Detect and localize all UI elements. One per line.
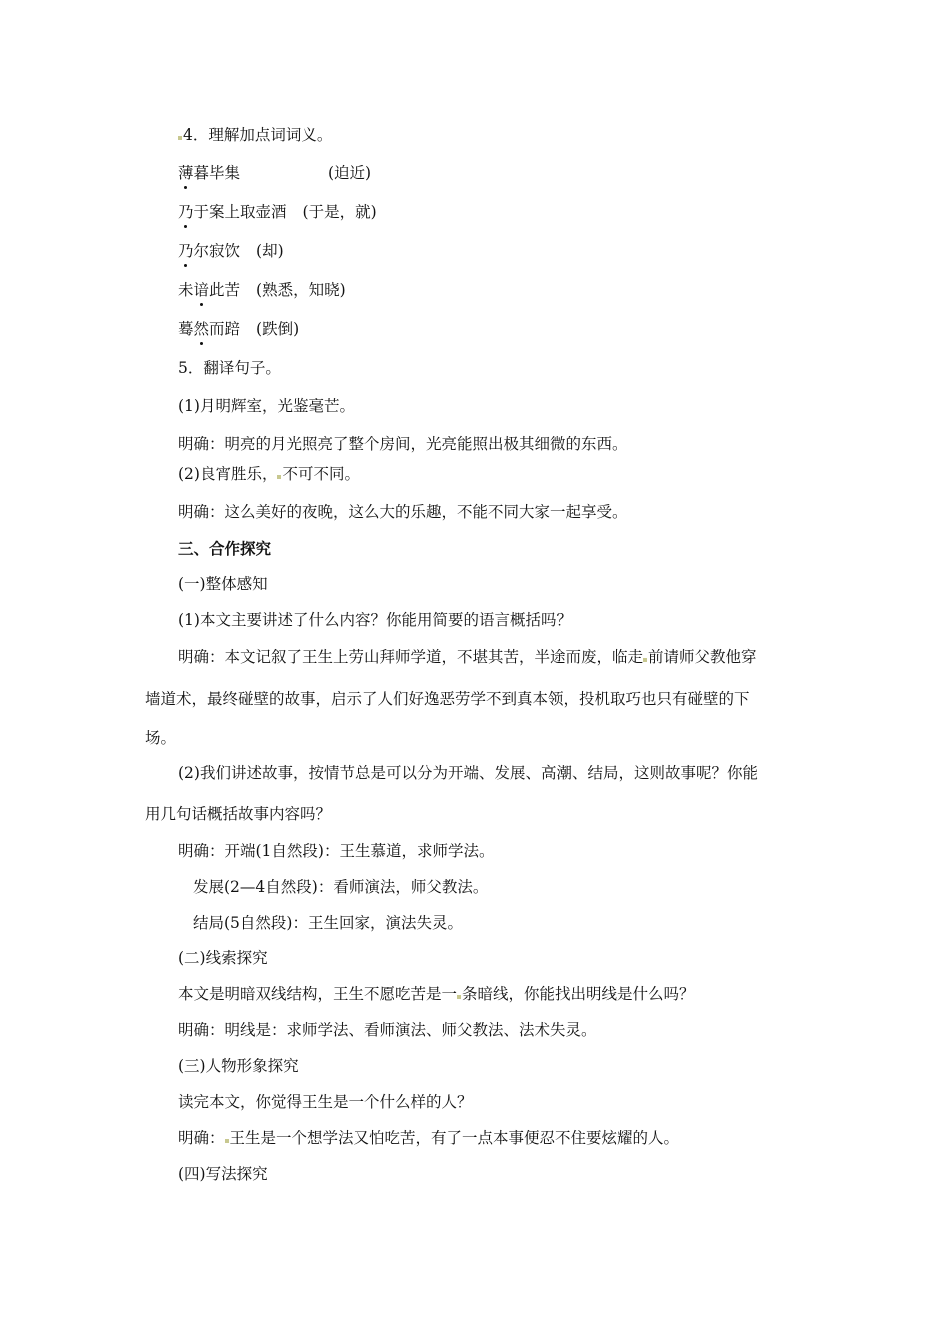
dotted-char: 然 <box>193 320 210 338</box>
dotted-char: 谙 <box>193 281 210 299</box>
vocab-heading: 4．理解加点词词义。 <box>178 124 332 146</box>
part3-question: 读完本文，你觉得王生是一个什么样的人？ <box>178 1093 473 1111</box>
part1-answer-1-line2: 墙道术，最终碰壁的故事，启示了人们好逸恶劳学不到真本领，投机取巧也只有碰壁的下 <box>145 690 750 708</box>
edit-mark <box>457 995 461 999</box>
part1-answer-1-line1: 明确：本文记叙了王生上劳山拜师学道，不堪其苦，半途而废，临走 前请师父教他穿 <box>178 648 757 666</box>
edit-mark <box>225 1139 229 1143</box>
translate-answer-1: 明确：明亮的月光照亮了整个房间，光亮能照出极其细微的东西。 <box>178 435 628 453</box>
translate-answer-2: 明确：这么美好的夜晚，这么大的乐趣，不能不同大家一起享受。 <box>178 503 628 521</box>
part3-answer: 明确： 王生是一个想学法又怕吃苦，有了一点本事便忍不住要炫耀的人。 <box>178 1129 680 1147</box>
vocab-item-5: 蓦然而踣 (跌倒) <box>178 320 300 338</box>
part2-question: 本文是明暗双线结构，王生不愿吃苦是一 条暗线，你能找出明线是什么吗？ <box>178 985 695 1003</box>
dotted-char: 乃 <box>178 203 194 221</box>
vocab-gloss-3: (却) <box>256 242 284 260</box>
vocab-item-2: 乃于案上取壶酒 (于是，就) <box>178 203 377 221</box>
part1-question-1: (1)本文主要讲述了什么内容？你能用简要的语言概括吗？ <box>178 611 572 629</box>
part1-answer-2-2: 发展(2—4自然段)：看师演法，师父教法。 <box>193 878 489 896</box>
edit-mark <box>277 475 281 479</box>
section-heading: 三、合作探究 <box>178 539 272 558</box>
vocab-gloss-2: (于是，就) <box>302 203 377 221</box>
edit-mark <box>643 658 647 662</box>
translate-heading: 5．翻译句子。 <box>178 359 281 377</box>
part2-title: (二)线索探究 <box>178 949 268 967</box>
part4-title: (四)写法探究 <box>178 1165 268 1183</box>
part1-question-2-line1: (2)我们讲述故事，按情节总是可以分为开端、发展、高潮、结局，这则故事呢？你能 <box>178 764 758 782</box>
vocab-item-1: 薄暮毕集 <box>178 164 241 182</box>
part2-answer: 明确：明线是：求师学法、看师演法、师父教法、法术失灵。 <box>178 1021 597 1039</box>
vocab-gloss-4: (熟悉，知晓) <box>256 281 346 299</box>
part1-answer-2-3: 结局(5自然段)：王生回家，演法失灵。 <box>193 914 463 932</box>
part1-question-2-line2: 用几句话概括故事内容吗？ <box>145 805 332 823</box>
vocab-item-3: 乃尔寂饮 (却) <box>178 242 284 260</box>
vocab-gloss-1: (迫近) <box>328 164 372 182</box>
vocab-item-4: 未谙此苦 (熟悉，知晓) <box>178 281 346 299</box>
edit-mark <box>178 136 182 140</box>
part1-answer-1-line3: 场。 <box>145 729 177 747</box>
part1-answer-2-1: 明确：开端(1自然段)：王生慕道，求师学法。 <box>178 842 495 860</box>
part3-title: (三)人物形象探究 <box>178 1057 299 1075</box>
part1-title: (一)整体感知 <box>178 575 268 593</box>
dotted-char: 薄 <box>178 164 194 182</box>
translate-sentence-1: (1)月明辉室，光鉴毫芒。 <box>178 397 355 415</box>
translate-sentence-2: (2)良宵胜乐， 不可不同。 <box>178 465 360 483</box>
vocab-gloss-5: (跌倒) <box>256 320 300 338</box>
dotted-char: 乃 <box>178 242 194 260</box>
